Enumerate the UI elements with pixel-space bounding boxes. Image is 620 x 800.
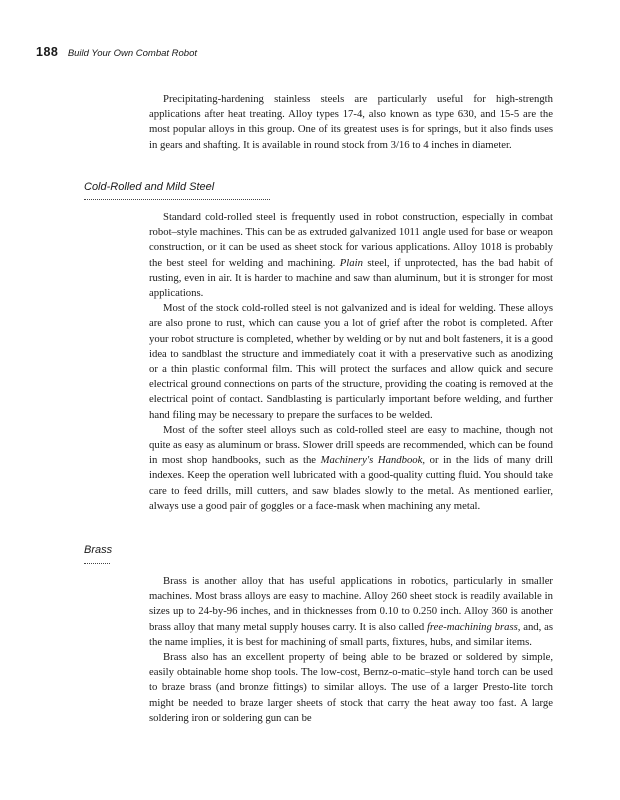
page-number: 188 (36, 45, 59, 59)
paragraph: Brass also has an excellent property of being able to be brazed or soldered by simple, easily obtainable home shop tools. The low-cost, Bernz-o-matic–style hand torch can be used to braze brass (and bronze fittings) to similar alloys. The use of a larger Presto-lite torch might be needed to braze larger sheets of stock that carry the heat away too fast. A large soldering iron or soldering gun can be (149, 651, 553, 724)
page-header (36, 43, 197, 61)
emphasis: Machinery's Handbook, (320, 454, 426, 467)
section-rule (84, 563, 110, 564)
section-rule (84, 199, 270, 200)
emphasis: free-machining brass, (426, 620, 521, 633)
paragraph: Most of the softer steel alloys such as cold-rolled steel are easy to machine, though not quite as easy as aluminum or brass. Slower drill speeds are recommended, which can be found in most shop handbooks, such as the Machinery's Handbook, or in the lids of many drill indexes. Keep the operation well lubricated with a good-quality cutting fluid. You should take care to feed drills, mill cutters, and saw blades slowly to the metal. As mentioned earlier, always use a good pair of goggles or a face-mask when machining any metal. (149, 423, 554, 512)
paragraph: Brass is another alloy that has useful applications in robotics, particularly in smaller machines. Most brass alloys are easy to machine. Alloy 260 sheet stock is readily available in sizes up to 24-by-96 inches, and in thicknesses from 0.10 to 0.250 inch. Alloy 360 is another brass alloy that many metal supply houses carry. It is also called free-machining brass, and, as the name implies, it is best for machining of small parts, fixtures, hubs, and similar items. (149, 575, 553, 648)
section-steel-body (149, 210, 553, 514)
paragraph: Standard cold-rolled steel is frequently used in robot construction, especially in combat robot–style machines. This can be as extruded galvanized 1011 angle used for base or weapon construction, or it can be used as sheet stock for various applications. Alloy 1018 is probably the best steel for welding and machining. Plain steel, if unprotected, has the bad habit of rusting, even in air. It is harder to machine and saw than aluminum, but it is stronger for most applications. (149, 211, 554, 300)
section-heading-steel: Cold-Rolled and Mild Steel (84, 181, 215, 193)
emphasis: Plain (339, 256, 363, 269)
running-title: Build Your Own Combat Robot (67, 48, 198, 59)
paragraph: Most of the stock cold-rolled steel is not galvanized and is ideal for welding. These alloys are also prone to rust, which can cause you a lot of grief after the robot is completed. After your robot structure is completed, whether by welding or by nut and bolt fasteners, it is a good idea to sandblast the structure and immediately coat it with a preservative such as anodizing or a thin plastic conformal film. This will protect the surfaces and allow quick and secure electrical ground connections on parts of the structure, providing the coating is removed at the electrical point of contact. Sandblasting is particularly important before welding, and further hand filing may be necessary to prepare the surfaces to be welded. (149, 302, 553, 421)
section-heading-brass: Brass (84, 544, 113, 556)
intro-block (149, 92, 553, 153)
paragraph: Precipitating-hardening stainless steels are particularly useful for high-strength applications after heat treating. Alloy types 17-4, also known as type 630, and 15-5 are the most popular alloys in this group. One of its greatest uses is for springs, but it also finds uses in gears and shafting. It is available in round stock from 3/16 to 4 inches in diameter. (149, 93, 553, 151)
section-brass-body (149, 574, 553, 726)
